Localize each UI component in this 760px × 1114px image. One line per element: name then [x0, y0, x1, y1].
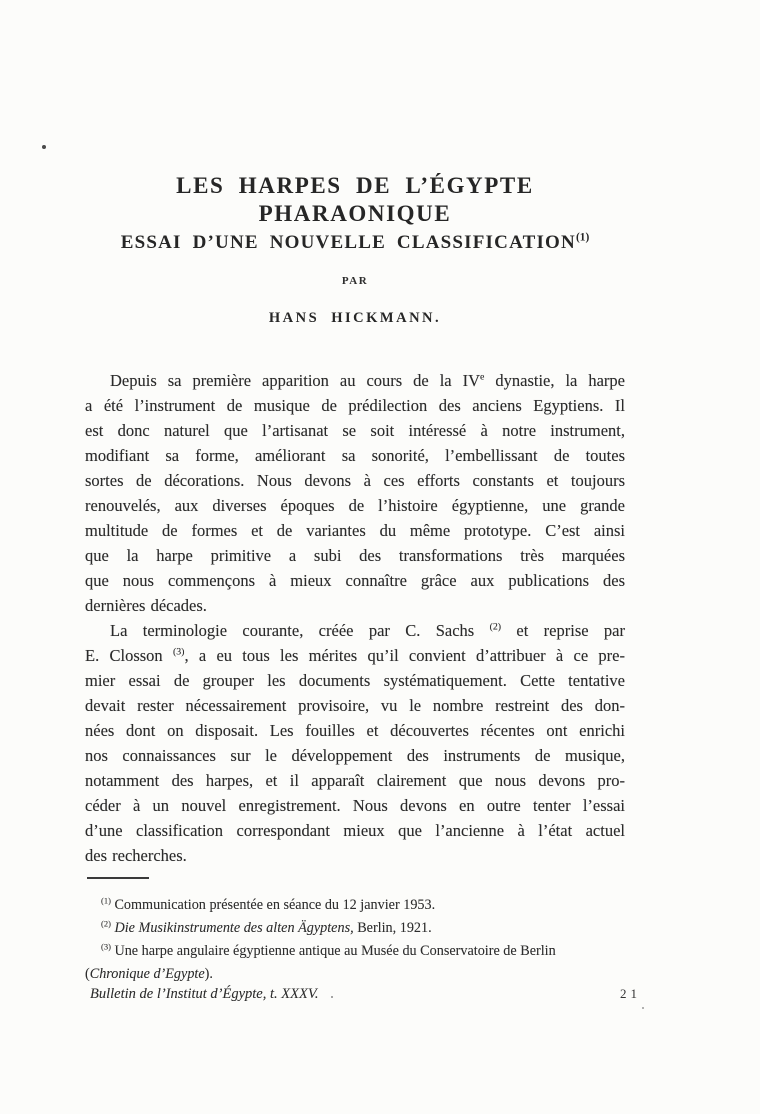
- text-line: [85, 743, 625, 768]
- page-number: 21: [620, 986, 641, 1001]
- text-line: [85, 568, 625, 593]
- text-segment: E. Closson: [85, 646, 173, 665]
- footnote-line: [85, 894, 641, 917]
- footnote-line: [85, 917, 641, 940]
- text-segment: Communication présentée en séance du 12 janvier 1953.: [110, 897, 436, 913]
- text-line: [85, 393, 625, 418]
- text-line: [85, 593, 625, 618]
- subtitle-text: ESSAI D’UNE NOUVELLE CLASSIFICATION: [120, 232, 576, 253]
- text-segment: dynastie, la harpe: [484, 371, 625, 390]
- text-segment: (: [85, 966, 90, 982]
- text-segment: nos connaissances sur le développement des instruments de musique,: [85, 746, 625, 765]
- text-segment: dernières décades.: [85, 596, 207, 615]
- text-segment: des recherches.: [85, 846, 187, 865]
- text-segment: ).: [204, 966, 213, 982]
- text-line: [85, 443, 625, 468]
- italic-text: Die Musikinstrumente des alten Ägyptens,: [114, 920, 354, 936]
- paragraph: [85, 618, 625, 868]
- footnote-line: [85, 963, 641, 986]
- text-segment: La terminologie courante, créée par C. Sachs: [110, 621, 490, 640]
- text-segment: devait rester nécessairement provisoire, vu le nombre restreint des don-: [85, 696, 625, 715]
- scan-speck: [42, 145, 46, 149]
- text-line: [85, 693, 625, 718]
- text-line: [85, 618, 625, 643]
- byline-par: PAR: [341, 275, 369, 287]
- text-segment: Une harpe angulaire égyptienne antique au Musée du Conservatoire de Berlin: [110, 943, 556, 959]
- text-segment: mier essai de grouper les documents systématiquement. Cette tentative: [85, 671, 625, 690]
- text-segment: que nous commençons à mieux connaître grâce aux publications des: [85, 571, 625, 590]
- text-segment: et reprise par: [501, 621, 625, 640]
- text-line: [85, 493, 625, 518]
- paragraph: [85, 368, 625, 618]
- text-line: [85, 843, 625, 868]
- footnote-ref: (2): [489, 621, 502, 633]
- page-title: LES HARPES DE L’ÉGYPTE PHARAONIQUE: [176, 173, 534, 226]
- text-segment: , a eu tous les mérites qu’il convient d’attribuer à ce pre-: [184, 646, 625, 665]
- text-line: [85, 418, 625, 443]
- text-segment: d’une classification correspondant mieux que l’ancienne à l’état actuel: [85, 821, 625, 840]
- text-line: [85, 668, 625, 693]
- text-segment: est donc naturel que l’artisanat se soit intéressé à notre instrument,: [85, 421, 625, 440]
- text-segment: notamment des harpes, et il apparaît clairement que nous devons pro-: [85, 771, 625, 790]
- text-line: [85, 368, 625, 393]
- footnote-ref: (2): [101, 918, 111, 929]
- text-segment: renouvelés, aux diverses époques de l’histoire égyptienne, une grande: [85, 496, 625, 515]
- text-line: [85, 768, 625, 793]
- text-line: [85, 793, 625, 818]
- text-line: [85, 718, 625, 743]
- text-segment: a été l’instrument de musique de prédilection des anciens Egyptiens. Il: [85, 396, 625, 415]
- footnote-ref: (3): [172, 646, 185, 658]
- text-line: [85, 468, 625, 493]
- text-segment: modifiant sa forme, améliorant sa sonorité, l’embellissant de toutes: [85, 446, 625, 465]
- text-segment: Depuis sa première apparition au cours de la IV: [110, 371, 481, 390]
- text-segment: nées dont on disposait. Les fouilles et découvertes récentes ont enrichi: [85, 721, 625, 740]
- footnote-line: [85, 940, 641, 963]
- text-segment: que la harpe primitive a subi des transformations très marquées: [85, 546, 625, 565]
- page-footer: [85, 985, 641, 1004]
- footnote-ref-1: (1): [575, 231, 590, 244]
- footnote-separator-rule: [87, 877, 149, 879]
- text-line: [85, 643, 625, 668]
- scan-speck: [642, 1007, 644, 1009]
- article-body: [85, 368, 625, 868]
- page-subtitle: [85, 231, 625, 254]
- footnote-ref: (1): [101, 895, 111, 906]
- author-name: HANS HICKMANN.: [268, 310, 442, 326]
- text-line: [85, 543, 625, 568]
- text-segment: Berlin, 1921.: [353, 920, 432, 936]
- italic-text: Chronique d’Egypte: [89, 966, 205, 982]
- footnotes: [85, 894, 641, 986]
- text-segment: céder à un nouvel enregistrement. Nous devons en outre tenter l’essai: [85, 796, 625, 815]
- text-line: [85, 518, 625, 543]
- text-line: [85, 818, 625, 843]
- text-segment: multitude de formes et de variantes du même prototype. C’est ainsi: [85, 521, 625, 540]
- footnote-ref: e: [480, 371, 485, 383]
- footnote-ref: (3): [101, 941, 111, 952]
- journal-reference: Bulletin de l’Institut d’Égypte, t. XXXV.: [90, 986, 319, 1002]
- text-segment: sortes de décorations. Nous devons à ces efforts constants et toujours: [85, 471, 625, 490]
